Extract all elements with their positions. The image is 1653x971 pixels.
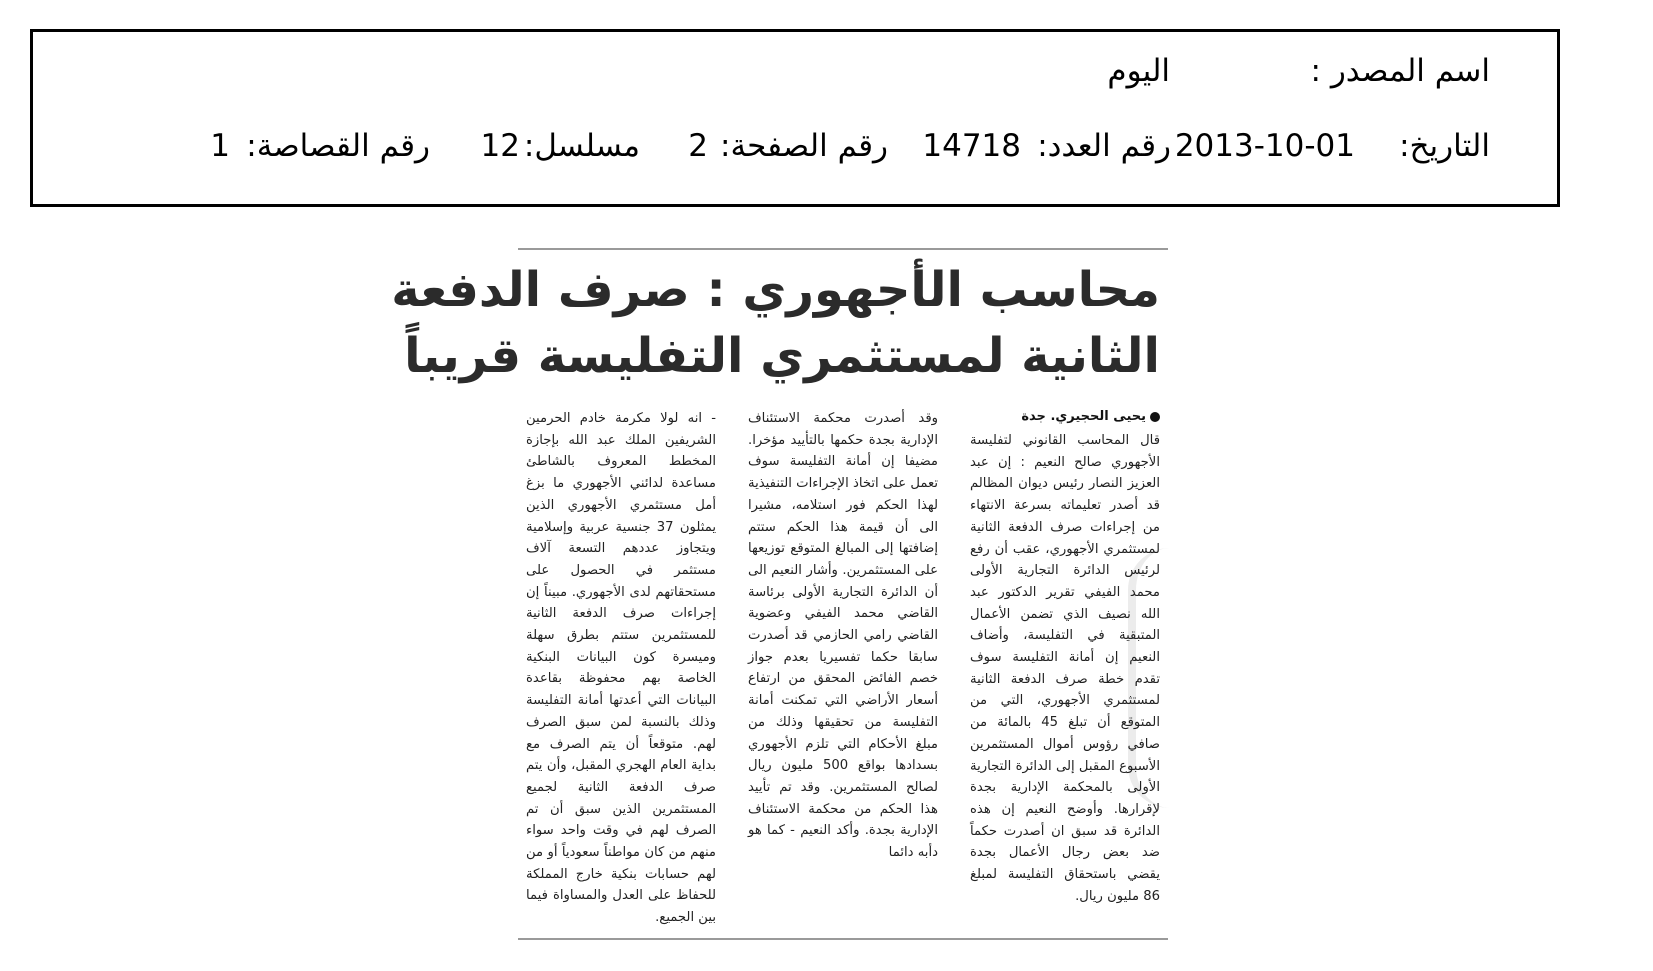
source-label: اسم المصدر :: [1310, 53, 1490, 89]
top-rule: [518, 248, 1168, 250]
serial-value: 12: [480, 128, 520, 164]
bottom-rule: [518, 938, 1168, 940]
issue-value: 14718: [922, 128, 1021, 164]
byline: [1021, 408, 1160, 426]
headline-line-1: محاسب الأجهوري : صرف الدفعة: [391, 262, 1160, 318]
clipping-number-value: 1: [210, 128, 230, 164]
headline-line-2: الثانية لمستثمري التفليسة قريباً: [404, 328, 1160, 384]
date-value: 2013-10-01: [1174, 128, 1355, 164]
news-clipping: [391, 248, 1168, 948]
article-column-right: قال المحاسب القانوني لتفليسة الأجهوري صالح النعيم : إن عبد العزيز النصار رئيس ديوان المظالم قد أصدر تعليماته بسرعة الانتهاء من إجراءات صرف الدفعة الثانية لمستثمري الأجهوري، عقب أن رفع لرئيس الدائرة التجارية الأولى محمد الفيفي تقرير الدكتور عبد الله نصيف الذي تضمن الأعمال المتبقية في التفليسة، وأضاف النعيم إن أمانة التفليسة سوف تقدم خطة صرف الدفعة الثانية لمستثمري الأجهوري، التي من المتوقع أن تبلغ 45 بالمائة من صافي رؤوس أموال المستثمرين الأسبوع المقبل إلى الدائرة التجارية الأولى بالمحكمة الإدارية بجدة لإقرارها. وأوضح النعيم إن هذه الدائرة قد سبق ان أصدرت حكماً ضد بعض رجال الأعمال بجدة يقضي باستحقاق التفليسة لمبلغ 86 مليون ريال.: [970, 433, 1160, 904]
date-label: التاريخ:: [1399, 128, 1490, 164]
byline-text: يحيى الحجيري. جدة: [1021, 409, 1146, 424]
issue-label: رقم العدد:: [1037, 128, 1171, 164]
source-value: اليوم: [1107, 53, 1170, 89]
clipping-number-label: رقم القصاصة:: [246, 128, 430, 164]
bullet-dot-icon: [1150, 412, 1160, 422]
article-column-left: - انه لولا مكرمة خادم الحرمين الشريفين الملك عبد الله بإجازة المخطط المعروف بالشاطئ مساعدة لدائني الأجهوري ما بزغ أمل مستثمري الأجهوري الذين يمثلون 37 جنسية عربية وإسلامية ويتجاوز عددهم التسعة آلاف مستثمر في الحصول على مستحقاتهم لدى الأجهوري. مبيناً إن إجراءات صرف الدفعة الثانية للمستثمرين ستتم بطرق سهلة وميسرة كون البيانات البنكية الخاصة بهم محفوظة بقاعدة البيانات التي أعدتها أمانة التفليسة وذلك بالنسبة لمن سبق الصرف لهم. متوقعاً أن يتم الصرف مع بداية العام الهجري المقبل، وأن يتم صرف الدفعة الثانية لجميع المستثمرين الذين سبق أن تم الصرف لهم في وقت واحد سواء منهم من كان مواطناً سعودياً أو من لهم حسابات بنكية خارج المملكة للحفاظ على العدل والمساواة فيما بين الجميع.: [526, 411, 716, 926]
page-value: 2: [688, 128, 708, 164]
page-label: رقم الصفحة:: [720, 128, 888, 164]
article-column-middle: وقد أصدرت محكمة الاستئناف الإدارية بجدة حكمها بالتأييد مؤخرا. مضيفا إن أمانة التفليسة سوف تعمل على اتخاذ الإجراءات التنفيذية لهذا الحكم فور استلامه، مشيرا الى أن قيمة هذا الحكم ستتم إضافتها إلى المبالغ المتوقع توزيعها على المستثمرين. وأشار النعيم الى أن الدائرة التجارية الأولى برئاسة القاضي محمد الفيفي وعضوية القاضي رامي الحازمي قد أصدرت سابقا حكما تفسيريا بعدم جواز خصم الفائض المحقق من ارتفاع أسعار الأراضي التي تمكنت أمانة التفليسة من تحقيقها وذلك من مبلغ الأحكام التي تلزم الأجهوري بسدادها بواقع 500 مليون ريال لصالح المستثمرين. وقد تم تأييد هذا الحكم من محكمة الاستئناف الإدارية بجدة. وأكد النعيم - كما هو دأبه دائما: [748, 411, 938, 861]
serial-label: مسلسل:: [523, 128, 640, 164]
